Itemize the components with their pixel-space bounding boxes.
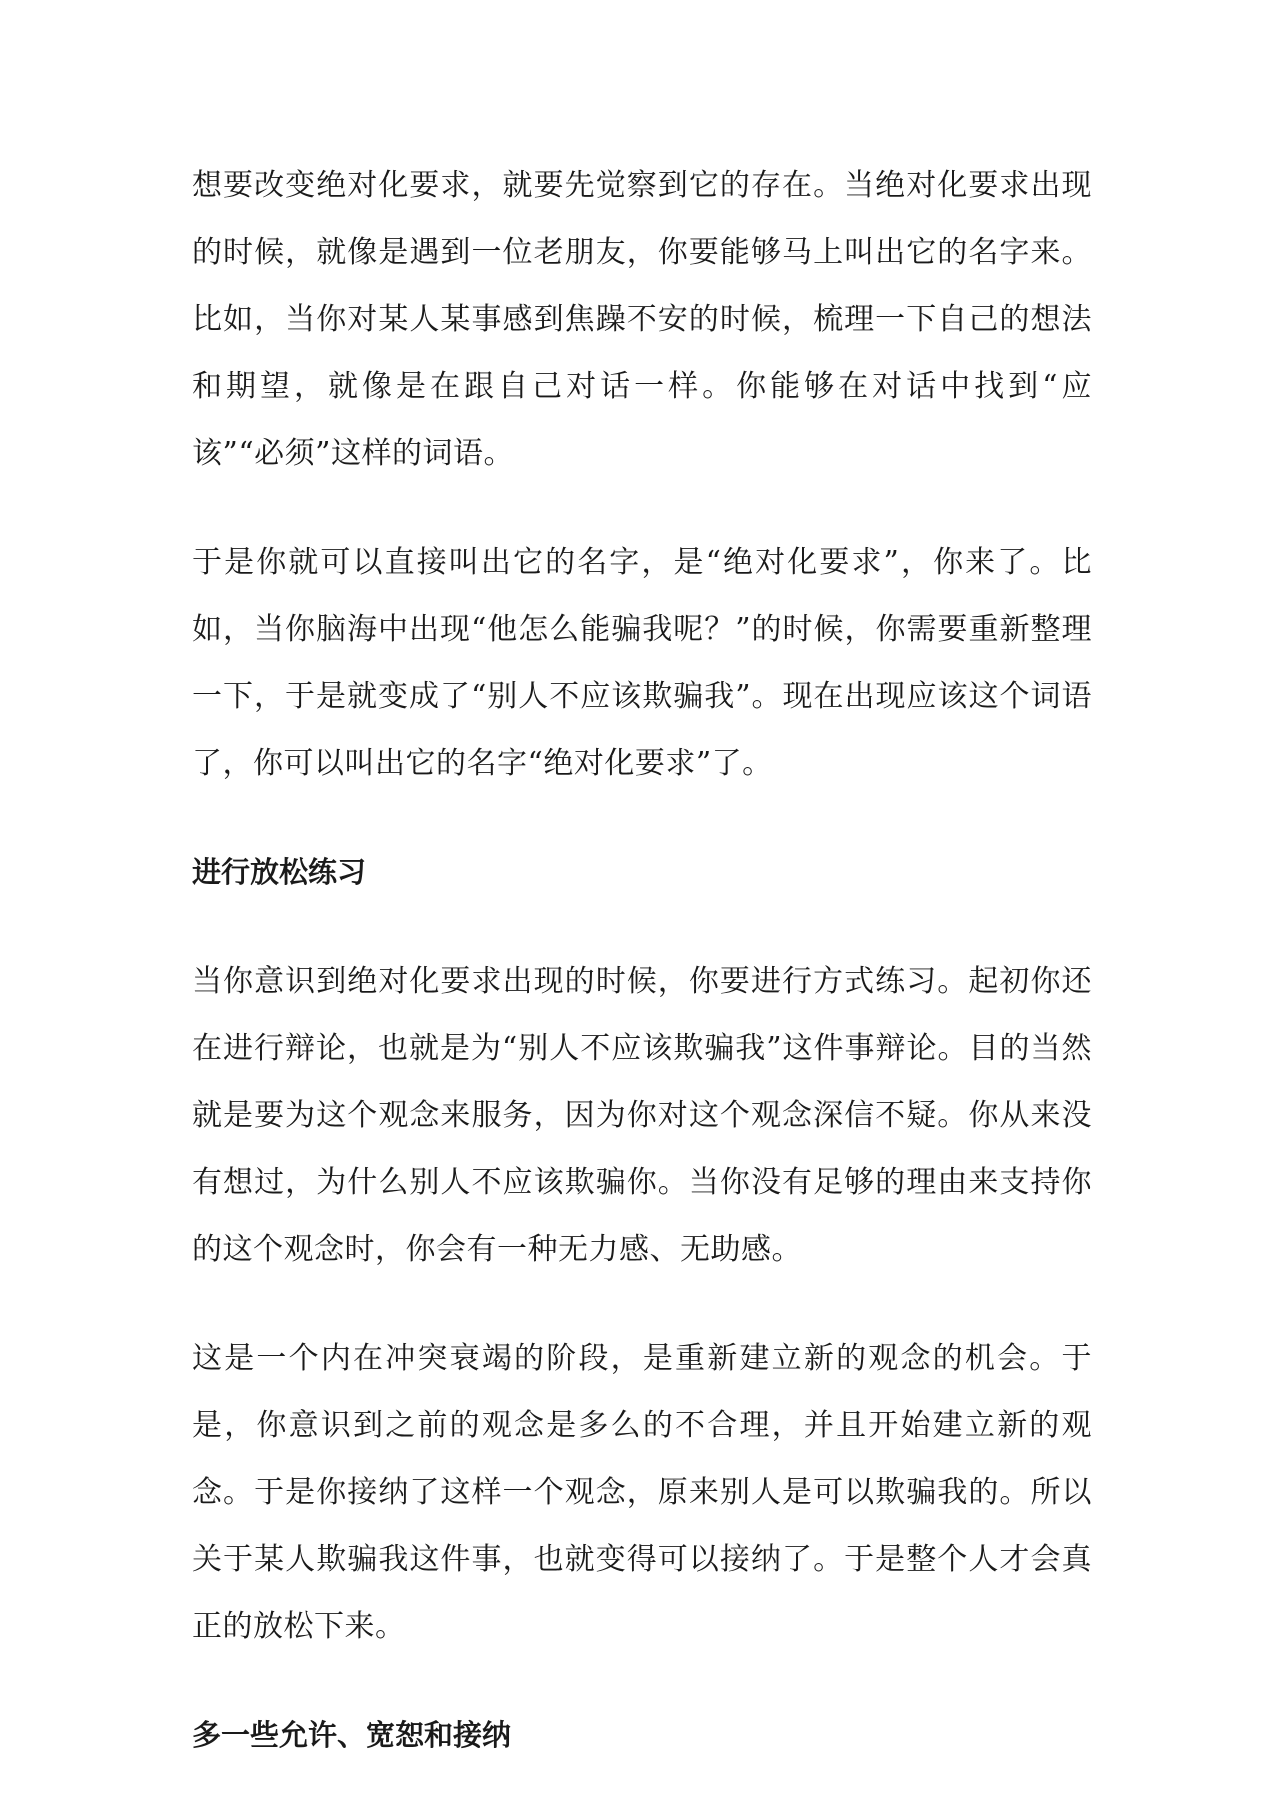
section-heading-acceptance: 多一些允许、宽恕和接纳 [192, 1718, 512, 1752]
paragraph-name-it: 于是你就可以直接叫出它的名字，是“绝对化要求”，你来了。比如，当你脑海中出现“他怎么能骗我呢？”的时候，你需要重新整理一下，于是就变成了“别人不应该欺骗我”。现在出现应该这个词语了，你可以叫出它的名字“绝对化要求”了。 [192, 545, 1092, 781]
paragraph-awareness: 想要改变绝对化要求，就要先觉察到它的存在。当绝对化要求出现的时候，就像是遇到一位老朋友，你要能够马上叫出它的名字来。比如，当你对某人某事感到焦躁不安的时候，梳理一下自己的想法和期望，就像是在跟自己对话一样。你能够在对话中找到“应该”“必须”这样的词语。 [192, 168, 1092, 471]
document-body [192, 152, 1092, 1769]
paragraph-relaxation-practice: 当你意识到绝对化要求出现的时候，你要进行方式练习。起初你还在进行辩论，也就是为“别人不应该欺骗我”这件事辩论。目的当然就是要为这个观念来服务，因为你对这个观念深信不疑。你从来没有想过，为什么别人不应该欺骗你。当你没有足够的理由来支持你的这个观念时，你会有一种无力感、无助感。 [192, 964, 1092, 1267]
paragraph-new-belief: 这是一个内在冲突衰竭的阶段，是重新建立新的观念的机会。于是，你意识到之前的观念是多么的不合理，并且开始建立新的观念。于是你接纳了这样一个观念，原来别人是可以欺骗我的。所以关于某人欺骗我这件事，也就变得可以接纳了。于是整个人才会真正的放松下来。 [192, 1341, 1092, 1644]
section-heading-relaxation: 进行放松练习 [192, 855, 367, 889]
